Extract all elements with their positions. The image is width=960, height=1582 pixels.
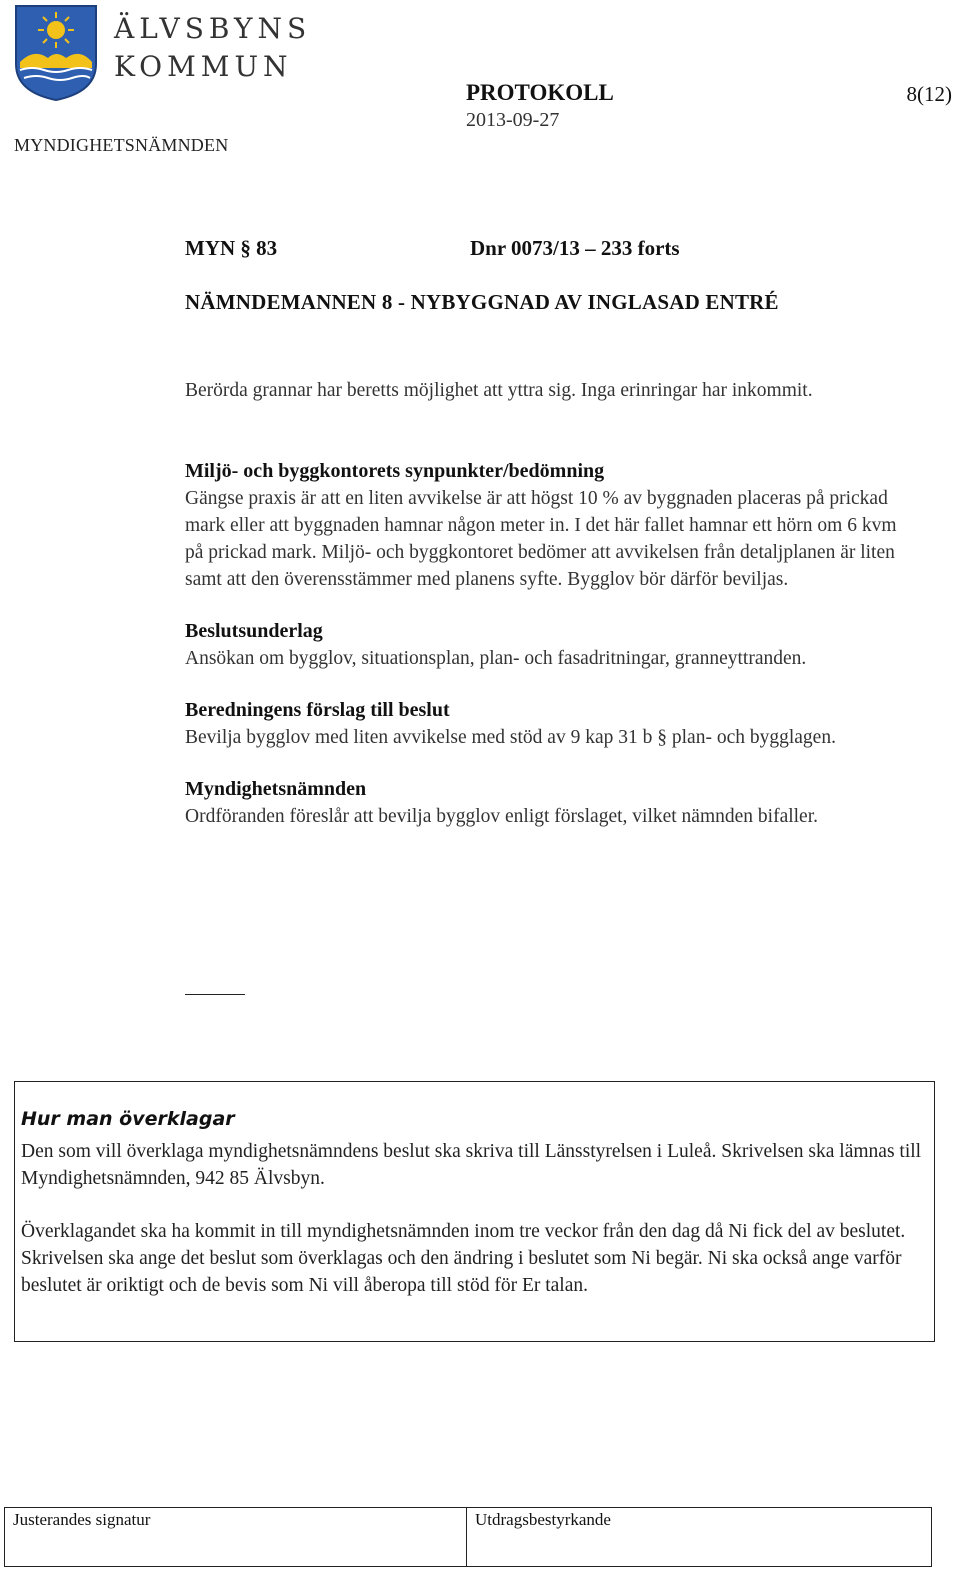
document-date: 2013-09-27 (466, 109, 560, 131)
appeal-heading: Hur man överklagar (21, 1108, 235, 1130)
signature-label: Justerandes signatur (13, 1510, 151, 1529)
certification-field (467, 1508, 931, 1566)
proposal-section (185, 697, 897, 751)
basis-heading: Beslutsunderlag (185, 620, 323, 642)
appeal-paragraph-1: Den som vill överklaga myndighetsnämndens beslut ska skriva till Länsstyrelsen i Luleå. Skrivelsen ska lämnas till Myndighetsnämnden, 942 85 Älvsbyn. (21, 1141, 922, 1189)
signature-footer (4, 1507, 932, 1567)
municipality-logo (14, 4, 98, 102)
appeal-info-box (14, 1081, 935, 1342)
org-line-1: ÄLVSBYNS (114, 12, 312, 45)
proposal-heading: Beredningens förslag till beslut (185, 699, 450, 721)
board-section (185, 776, 897, 830)
signature-field (5, 1508, 467, 1566)
page-number: 8(12) (906, 82, 952, 106)
board-heading: Myndighetsnämnden (185, 778, 367, 800)
protocol-body (185, 377, 897, 857)
certification-label: Utdragsbestyrkande (475, 1510, 611, 1529)
section-divider (185, 994, 245, 995)
org-line-2: KOMMUN (114, 50, 293, 83)
intro-paragraph: Berörda grannar har beretts möjlighet att yttra sig. Inga erinringar har inkommit. (185, 380, 813, 401)
coat-of-arms-icon (14, 4, 98, 102)
appeal-paragraph-2: Överklagandet ska ha kommit in till myndighetsnämnden inom tre veckor från den dag då Ni fick del av beslutet. Skrivelsen ska ange det beslut som överklagas och den ändring i beslutet som Ni begär. Ni ska också ange varför beslutet är oriktigt och de bevis som Ni vill åberopa till stöd för Er talan. (21, 1221, 906, 1296)
organization-name (114, 10, 311, 86)
case-title: NÄMNDEMANNEN 8 - NYBYGGNAD AV INGLASAD ENTRÉ (185, 290, 779, 314)
document-type: PROTOKOLL (466, 80, 614, 105)
case-dnr: Dnr 0073/13 – 233 forts (470, 236, 680, 260)
basis-text: Ansökan om bygglov, situationsplan, plan- och fasadritningar, granneyttranden. (185, 648, 807, 669)
board-text: Ordföranden föreslår att bevilja bygglov enligt förslaget, vilket nämnden bifaller. (185, 806, 819, 827)
case-number: MYN § 83 (185, 236, 278, 260)
assessment-text: Gängse praxis är att en liten avvikelse är att högst 10 % av byggnaden placeras på prickad mark eller att byggnaden hamnar någon meter in. I det här fallet hamnar ett hörn om 6 kvm på prickad mark. Miljö- och byggkontoret bedömer att avvikelsen från detaljplanen är liten samt att den överensstämmer med planens syfte. Bygglov bör därför beviljas. (185, 488, 897, 590)
assessment-section (185, 458, 897, 593)
assessment-heading: Miljö- och byggkontorets synpunkter/bedömning (185, 460, 605, 482)
proposal-text: Bevilja bygglov med liten avvikelse med stöd av 9 kap 31 b § plan- och bygglagen. (185, 727, 836, 748)
department-name: MYNDIGHETSNÄMNDEN (14, 135, 229, 155)
basis-section (185, 618, 897, 672)
